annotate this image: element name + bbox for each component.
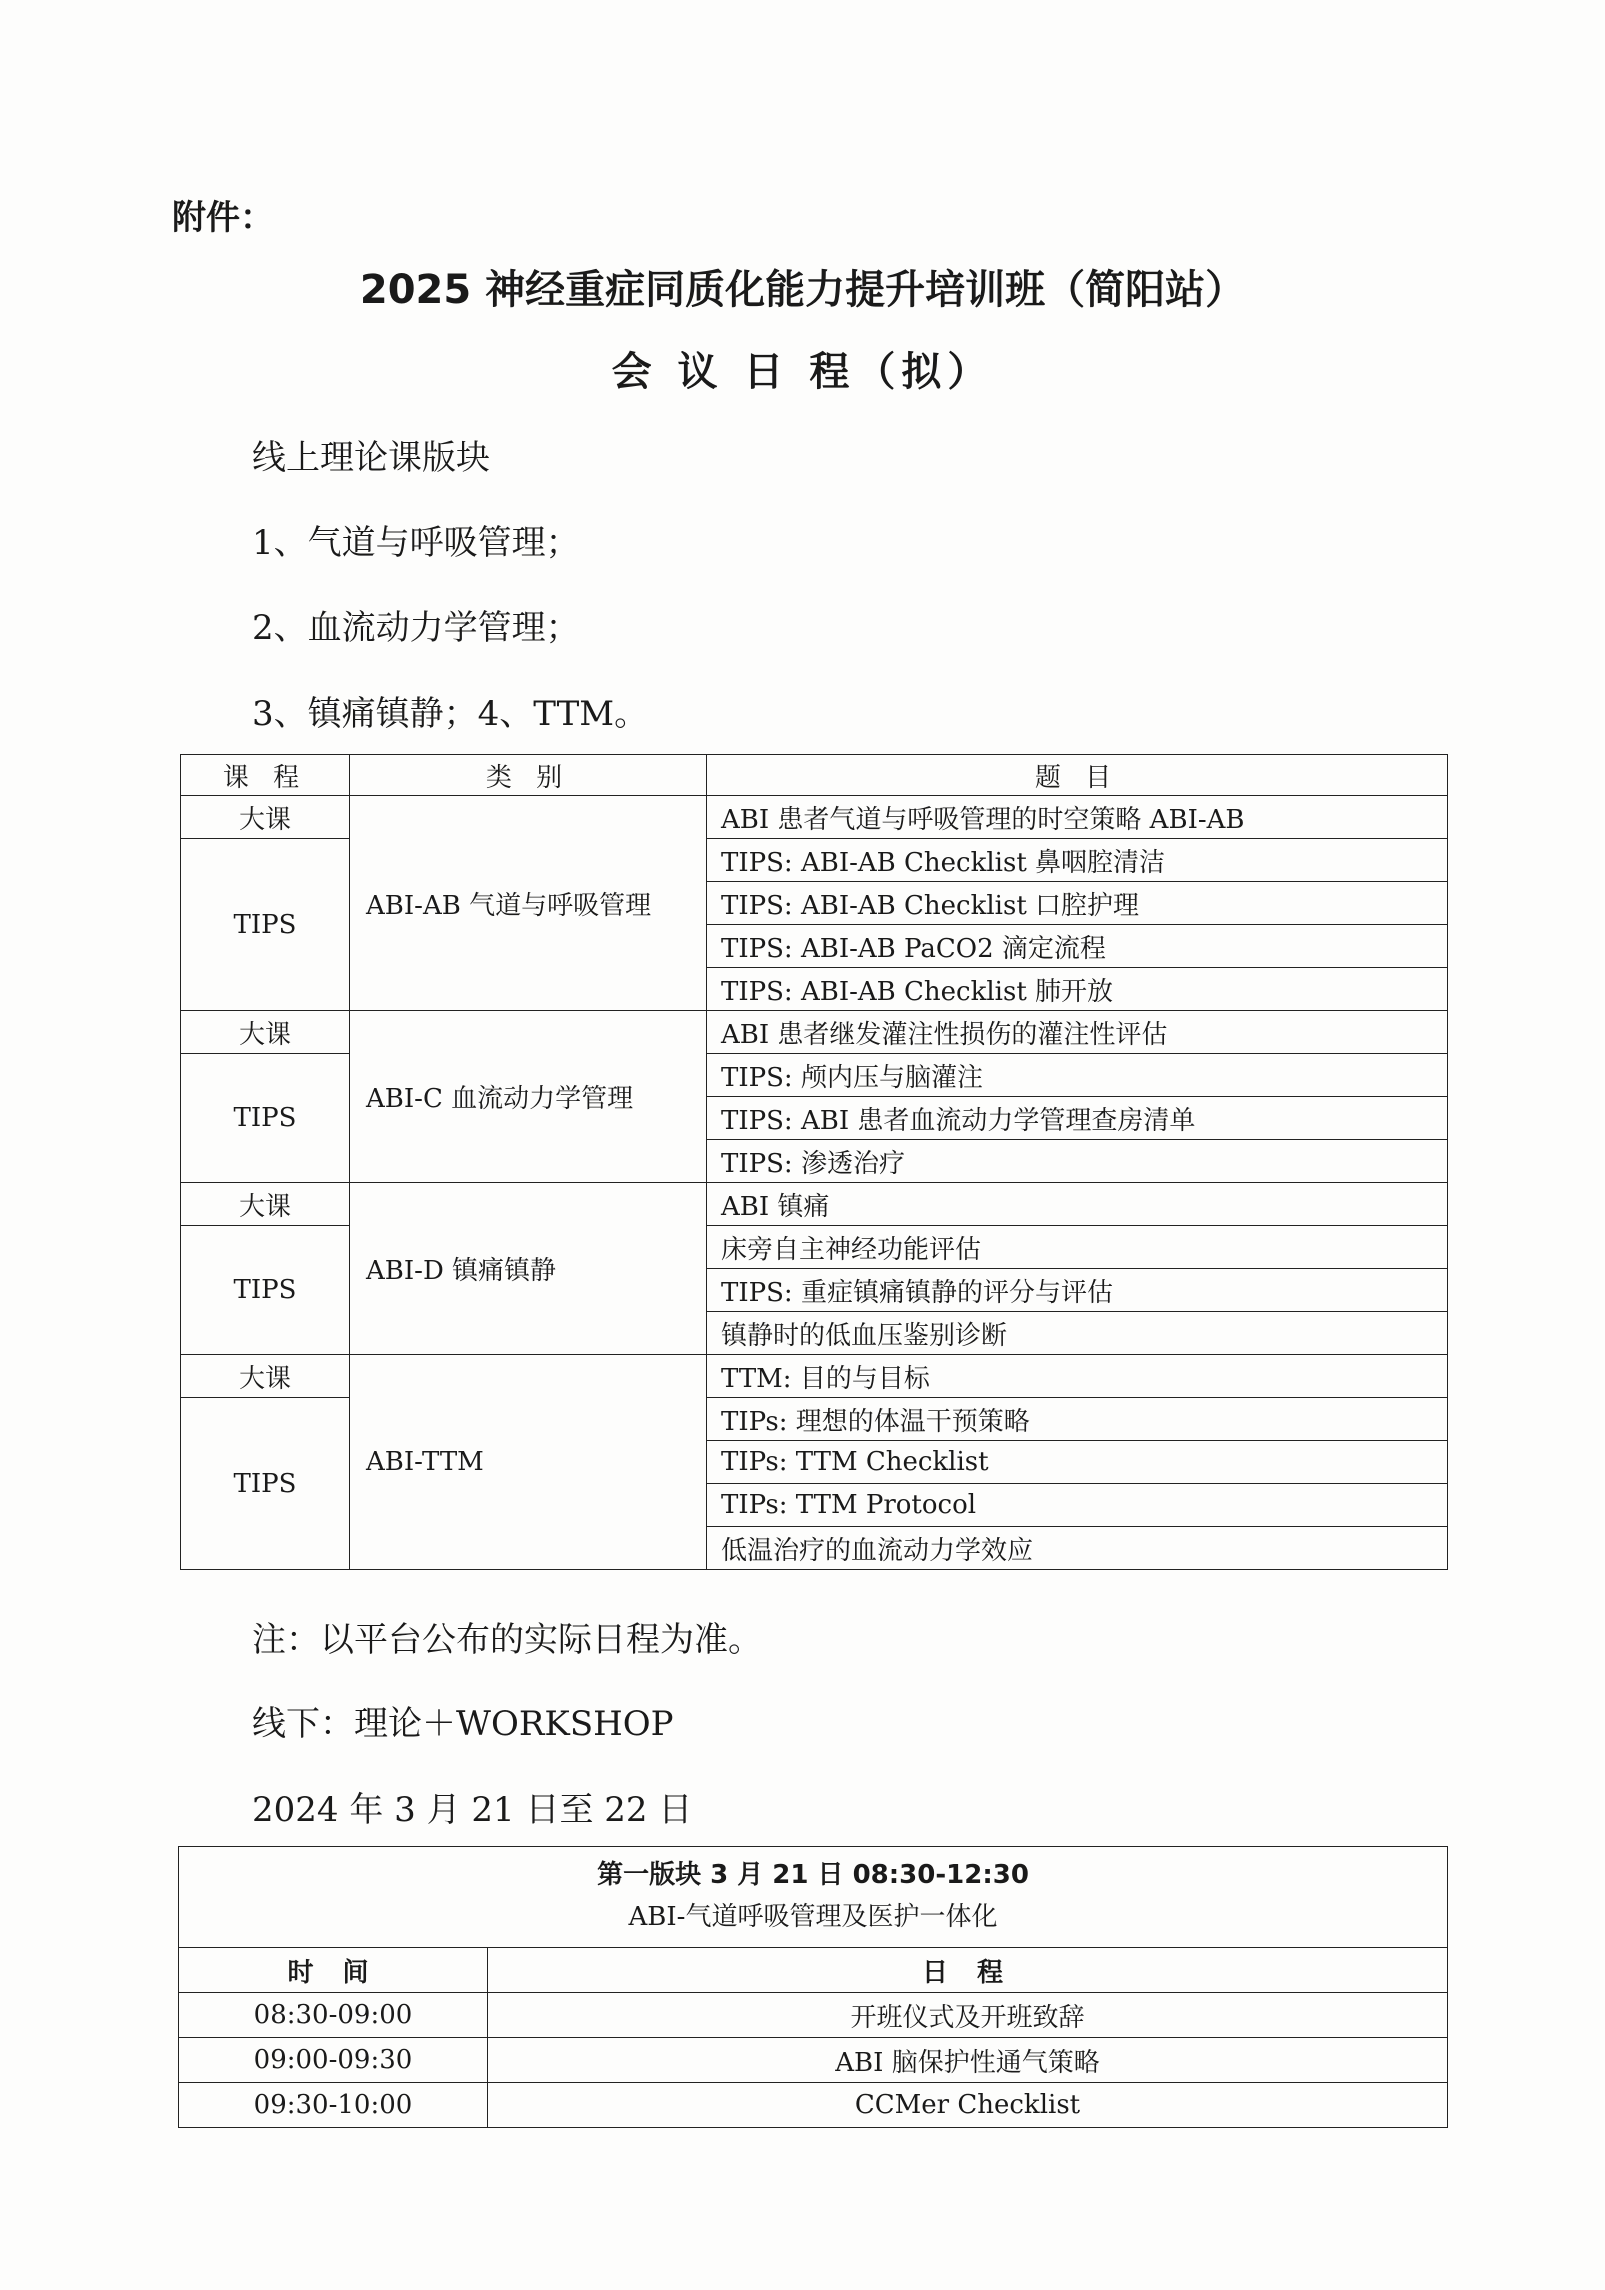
topic-cell: TIPS: 颅内压与脑灌注 <box>707 1054 1448 1097</box>
header-topic: 题 目 <box>707 755 1448 796</box>
attachment-label: 附件： <box>172 198 274 238</box>
category-cell: ABI-TTM <box>350 1355 707 1570</box>
course-type-cell: TIPS <box>181 1226 350 1355</box>
agenda-cell: 开班仪式及开班致辞 <box>488 1993 1448 2038</box>
topic-cell: 床旁自主神经功能评估 <box>707 1226 1448 1269</box>
course-type-cell: 大课 <box>181 1355 350 1398</box>
header-agenda: 日 程 <box>488 1948 1448 1993</box>
document-subtitle: 会 议 日 程（拟） <box>611 349 994 395</box>
course-type-cell: TIPS <box>181 1398 350 1570</box>
course-type-cell: TIPS <box>181 1054 350 1183</box>
time-cell: 09:30-10:00 <box>179 2083 488 2128</box>
table-row <box>181 1355 1448 1398</box>
item-2: 2、血流动力学管理； <box>252 608 580 648</box>
course-type-cell: 大课 <box>181 1011 350 1054</box>
table-row <box>181 1183 1448 1226</box>
schedule-column-header <box>179 1948 1448 1993</box>
category-cell: ABI-AB 气道与呼吸管理 <box>350 796 707 1011</box>
topic-cell: ABI 患者继发灌注性损伤的灌注性评估 <box>707 1011 1448 1054</box>
topic-cell: TIPS: ABI-AB Checklist 口腔护理 <box>707 882 1448 925</box>
agenda-cell: ABI 脑保护性通气策略 <box>488 2038 1448 2083</box>
category-cell: ABI-D 镇痛镇静 <box>350 1183 707 1355</box>
topic-cell: TIPS: 重症镇痛镇静的评分与评估 <box>707 1269 1448 1312</box>
topic-cell: TTM: 目的与目标 <box>707 1355 1448 1398</box>
dates-text: 2024 年 3 月 21 日至 22 日 <box>252 1790 693 1830</box>
topic-cell: TIPS: ABI-AB Checklist 鼻咽腔清洁 <box>707 839 1448 882</box>
table-row <box>181 1011 1448 1054</box>
online-section-heading: 线上理论课版块 <box>252 438 490 478</box>
block-subtitle: ABI-气道呼吸管理及医护一体化 <box>628 1902 998 1932</box>
category-cell: ABI-C 血流动力学管理 <box>350 1011 707 1183</box>
topic-cell: TIPS: ABI-AB Checklist 肺开放 <box>707 968 1448 1011</box>
time-cell: 09:00-09:30 <box>179 2038 488 2083</box>
topic-cell: TIPs: 理想的体温干预策略 <box>707 1398 1448 1441</box>
document-title: 2025 神经重症同质化能力提升培训班（简阳站） <box>359 267 1246 313</box>
block-header-cell <box>179 1847 1448 1948</box>
schedule-block-header <box>179 1847 1448 1948</box>
topic-cell: TIPS: ABI 患者血流动力学管理查房清单 <box>707 1097 1448 1140</box>
item-3: 3、镇痛镇静；4、TTM。 <box>252 694 649 734</box>
header-time: 时 间 <box>179 1948 488 1993</box>
topic-cell: 低温治疗的血流动力学效应 <box>707 1527 1448 1570</box>
agenda-cell: CCMer Checklist <box>488 2083 1448 2128</box>
note-text: 注：以平台公布的实际日程为准。 <box>252 1620 762 1660</box>
course-type-cell: 大课 <box>181 1183 350 1226</box>
schedule-table <box>178 1846 1448 2128</box>
table-row <box>179 2038 1448 2083</box>
header-category: 类 别 <box>350 755 707 796</box>
table-row <box>179 2083 1448 2128</box>
topic-cell: ABI 患者气道与呼吸管理的时空策略 ABI-AB <box>707 796 1448 839</box>
topic-cell: TIPS: 渗透治疗 <box>707 1140 1448 1183</box>
course-type-cell: 大课 <box>181 796 350 839</box>
topic-cell: TIPS: ABI-AB PaCO2 滴定流程 <box>707 925 1448 968</box>
topic-cell: TIPs: TTM Protocol <box>707 1484 1448 1527</box>
item-1: 1、气道与呼吸管理； <box>252 523 580 563</box>
topic-cell: TIPs: TTM Checklist <box>707 1441 1448 1484</box>
topic-cell: 镇静时的低血压鉴别诊断 <box>707 1312 1448 1355</box>
table-row <box>181 796 1448 839</box>
course-table-header <box>181 755 1448 796</box>
time-cell: 08:30-09:00 <box>179 1993 488 2038</box>
topic-cell: ABI 镇痛 <box>707 1183 1448 1226</box>
course-table <box>180 754 1448 1570</box>
offline-text: 线下：理论＋WORKSHOP <box>252 1704 674 1744</box>
table-row <box>179 1993 1448 2038</box>
course-type-cell: TIPS <box>181 839 350 1011</box>
header-course: 课 程 <box>181 755 350 796</box>
block-title: 第一版块 3 月 21 日 08:30-12:30 <box>597 1860 1029 1891</box>
